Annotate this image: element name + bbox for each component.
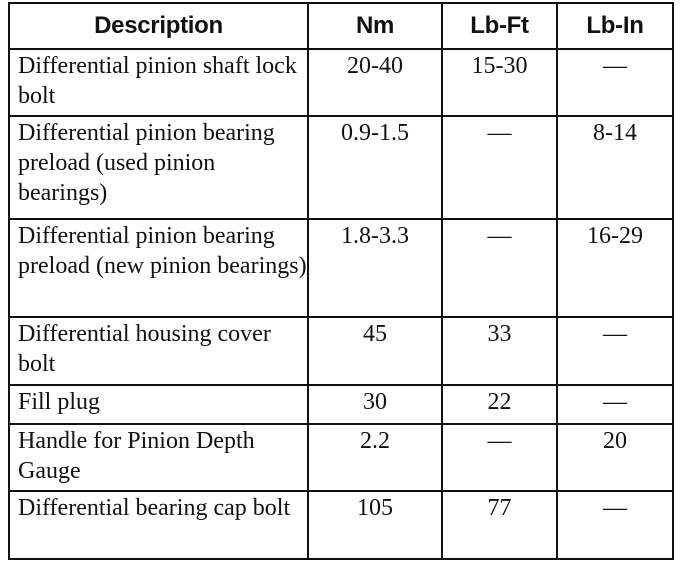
cell-description: Fill plug bbox=[9, 385, 308, 424]
table-row bbox=[9, 385, 673, 424]
header-lb-in: Lb-In bbox=[557, 3, 673, 49]
cell-lb-ft: 33 bbox=[442, 317, 557, 385]
cell-description: Differential housing cover bolt bbox=[9, 317, 308, 385]
cell-nm: 2.2 bbox=[308, 424, 442, 491]
cell-lb-in: 16-29 bbox=[557, 219, 673, 317]
cell-lb-ft: — bbox=[442, 116, 557, 219]
cell-nm: 0.9-1.5 bbox=[308, 116, 442, 219]
table-row bbox=[9, 49, 673, 116]
cell-nm: 105 bbox=[308, 491, 442, 559]
cell-nm: 30 bbox=[308, 385, 442, 424]
cell-lb-ft: — bbox=[442, 219, 557, 317]
table-row bbox=[9, 491, 673, 559]
cell-lb-in: — bbox=[557, 49, 673, 116]
cell-lb-in: 8-14 bbox=[557, 116, 673, 219]
cell-description: Differential pinion bearing preload (new pinion bearings) bbox=[9, 219, 308, 317]
cell-lb-in: — bbox=[557, 491, 673, 559]
cell-description: Differential pinion shaft lock bolt bbox=[9, 49, 308, 116]
cell-nm: 20-40 bbox=[308, 49, 442, 116]
cell-description: Differential bearing cap bolt bbox=[9, 491, 308, 559]
header-nm: Nm bbox=[308, 3, 442, 49]
cell-description: Handle for Pinion Depth Gauge bbox=[9, 424, 308, 491]
cell-nm: 45 bbox=[308, 317, 442, 385]
cell-lb-ft: 77 bbox=[442, 491, 557, 559]
header-lb-ft: Lb-Ft bbox=[442, 3, 557, 49]
cell-lb-in: 20 bbox=[557, 424, 673, 491]
cell-lb-ft: 15-30 bbox=[442, 49, 557, 116]
cell-nm: 1.8-3.3 bbox=[308, 219, 442, 317]
cell-description: Differential pinion bearing preload (used pinion bearings) bbox=[9, 116, 308, 219]
table-row bbox=[9, 317, 673, 385]
table-row bbox=[9, 116, 673, 219]
cell-lb-in: — bbox=[557, 317, 673, 385]
cell-lb-in: — bbox=[557, 385, 673, 424]
table-header-row bbox=[9, 3, 673, 49]
cell-lb-ft: 22 bbox=[442, 385, 557, 424]
table-row bbox=[9, 219, 673, 317]
header-description: Description bbox=[9, 3, 308, 49]
table-row bbox=[9, 424, 673, 491]
torque-spec-table bbox=[8, 2, 674, 560]
cell-lb-ft: — bbox=[442, 424, 557, 491]
